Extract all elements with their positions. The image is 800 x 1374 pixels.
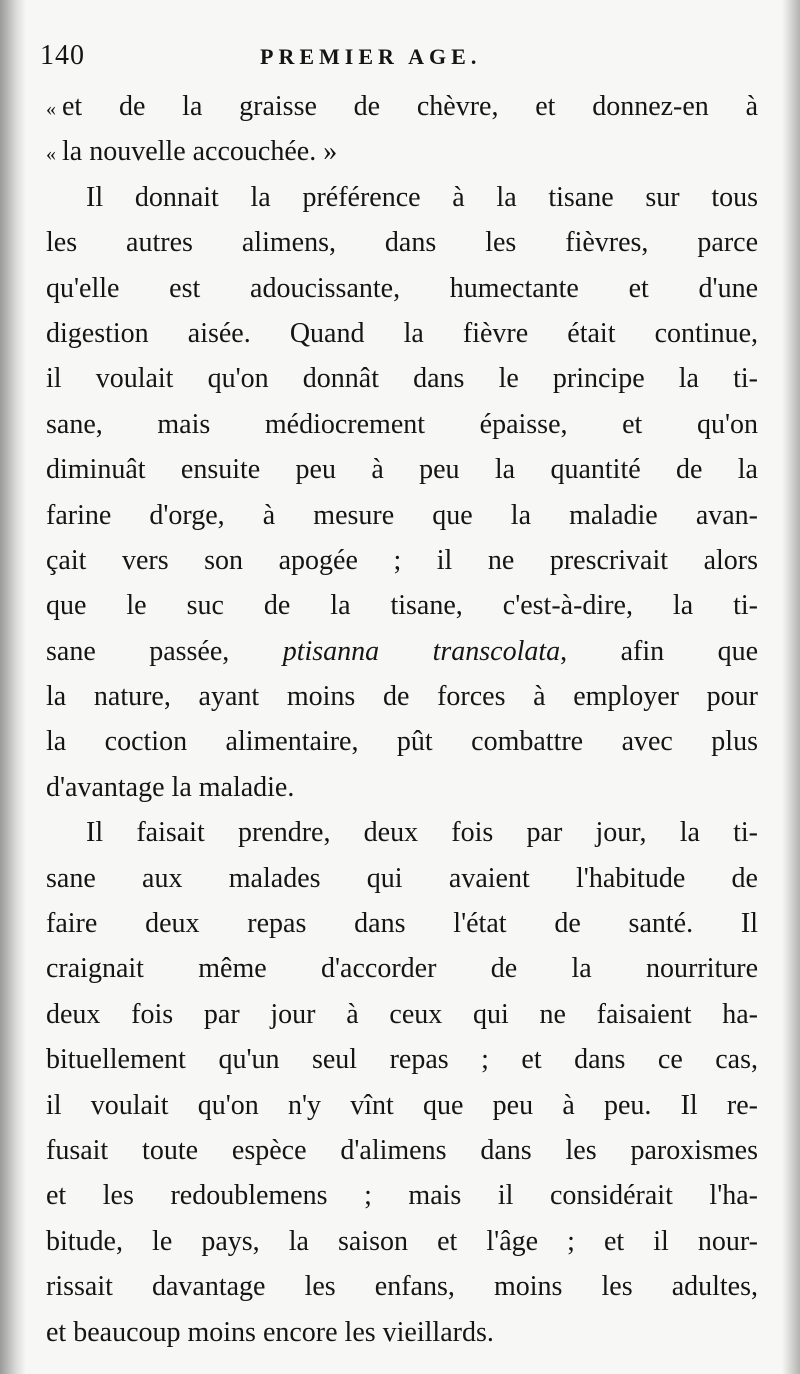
text-line-3: Il donnait la préférence à la tisane sur tous [86, 181, 758, 213]
body-text [46, 84, 758, 1355]
text-line-6: digestion aisée. Quand la fièvre était continue, [46, 317, 758, 349]
text-line-5: qu'elle est adoucissante, humectante et d'une [46, 272, 758, 304]
page-edge-shadow-left [0, 0, 26, 1374]
text-line-16: d'avantage la maladie. [46, 771, 295, 803]
text-line-12: que le suc de la tisane, c'est-à-dire, la ti- [46, 590, 758, 622]
text-line-7: il voulait qu'on donnât dans le principe la ti- [46, 363, 758, 395]
text-line-9: diminuât ensuite peu à peu la quantité de la [46, 454, 758, 486]
text-line-21: deux fois par jour à ceux qui ne faisaient ha- [46, 998, 758, 1030]
line-text: et de la graisse de chèvre, et donnez-en à [62, 91, 758, 122]
text-line-8: sane, mais médiocrement épaisse, et qu'on [46, 408, 758, 440]
text-line-10: farine d'orge, à mesure que la maladie avan- [46, 499, 758, 531]
text-line-20: craignait même d'accorder de la nourriture [46, 953, 758, 985]
text-line-1 [46, 84, 758, 129]
text-line-18: sane aux malades qui avaient l'habitude de [46, 862, 758, 894]
text-line-19: faire deux repas dans l'état de santé. Il [46, 908, 758, 940]
text-line-2 [46, 129, 758, 174]
text-line-24: fusait toute espèce d'alimens dans les paroxismes [46, 1134, 758, 1166]
page-header [40, 40, 760, 76]
text-line-26: bitude, le pays, la saison et l'âge ; et il nour- [46, 1225, 758, 1257]
text-line-23: il voulait qu'on n'y vînt que peu à peu. Il re- [46, 1089, 758, 1121]
line-text: la nouvelle accouchée. » [62, 136, 338, 168]
line-text-after: , afin que [560, 635, 758, 667]
text-line-22: bituellement qu'un seul repas ; et dans ce cas, [46, 1044, 758, 1076]
text-line-25: et les redoublemens ; mais il considérait l'ha- [46, 1180, 758, 1212]
line-text-before: sane passée, [46, 635, 230, 667]
text-line-15: la coction alimentaire, pût combattre avec plus [46, 726, 758, 758]
guillemet-mark: « [46, 98, 56, 120]
text-line-17: Il faisait prendre, deux fois par jour, la ti- [86, 817, 758, 849]
latin-term: ptisanna transcolata [282, 635, 561, 667]
page-edge-shadow-right [782, 0, 800, 1374]
running-head: PREMIER AGE. [260, 44, 482, 69]
text-line-27: rissait davantage les enfans, moins les adultes, [46, 1271, 758, 1303]
text-line-11: çait vers son apogée ; il ne prescrivait alors [46, 544, 758, 576]
text-line-4: les autres alimens, dans les fièvres, parce [46, 227, 758, 259]
text-line-13 [46, 629, 758, 674]
guillemet-mark: « [46, 143, 56, 166]
page-number: 140 [40, 40, 85, 71]
text-line-14: la nature, ayant moins de forces à employer pour [46, 681, 758, 713]
text-line-28: et beaucoup moins encore les vieillards. [46, 1316, 494, 1348]
